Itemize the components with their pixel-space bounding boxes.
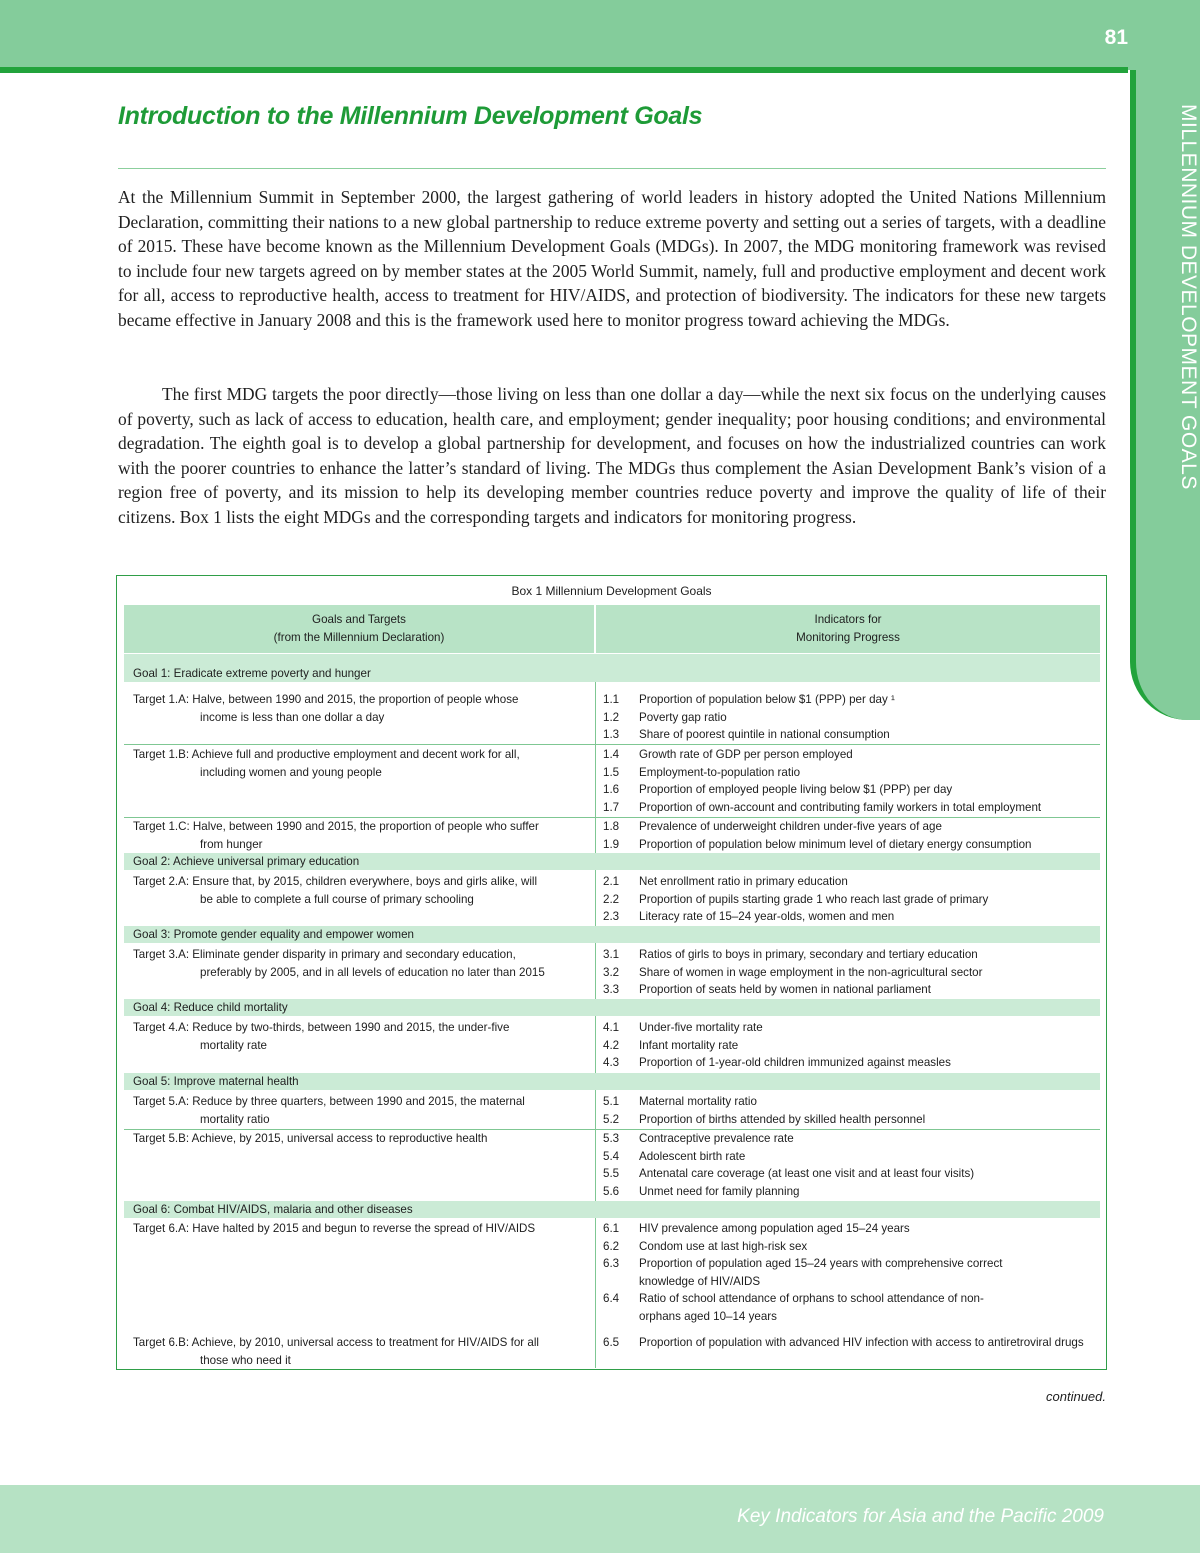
title-divider: [118, 168, 1106, 169]
target-6b-cont: those who need it: [200, 1353, 291, 1367]
target-1a: [133, 691, 591, 726]
indicator-row: [603, 1290, 1093, 1325]
indicator-text: Unmet need for family planning: [639, 1184, 800, 1198]
target-6a: [133, 1220, 591, 1238]
indicators-6a: [603, 1220, 1093, 1325]
column-divider: [595, 1016, 596, 1073]
indicators-5a: [603, 1093, 1093, 1128]
column-header-goals: [124, 605, 594, 653]
indicator-row: [603, 1334, 1093, 1352]
column-header-goals-line1: Goals and Targets: [312, 613, 406, 626]
indicator-text: Proportion of births attended by skilled health personnel: [639, 1112, 926, 1126]
indicator-text: Maternal mortality ratio: [639, 1095, 757, 1108]
target-1b-cont: including women and young people: [200, 765, 382, 779]
indicator-row: [603, 726, 1093, 744]
indicator-number: 5.2: [603, 1112, 620, 1126]
column-divider: [595, 1218, 596, 1368]
target-5a-text: Target 5.A: Reduce by three quarters, between 1990 and 2015, the maternal: [133, 1095, 525, 1108]
indicator-row: [603, 691, 1093, 709]
indicator-number: 1.2: [603, 710, 620, 724]
row-separator: [124, 744, 1100, 745]
indicator-number: 1.1: [603, 693, 620, 706]
indicators-6b: [603, 1334, 1093, 1352]
target-4a-cont: mortality rate: [200, 1038, 268, 1052]
indicator-text: Literacy rate of 15–24 year-olds, women and men: [639, 910, 895, 923]
indicator-row: [603, 799, 1093, 817]
indicator-text: Proportion of seats held by women in national parliament: [639, 983, 931, 996]
target-1b-text: Target 1.B: Achieve full and productive employment and decent work for all,: [133, 748, 520, 761]
box-title: Box 1 Millennium Development Goals: [511, 584, 712, 598]
indicator-number: 5.1: [603, 1095, 620, 1108]
indicator-text: Share of women in wage employment in the non-agricultural sector: [639, 965, 983, 979]
indicator-text: Adolescent birth rate: [639, 1149, 746, 1163]
indicators-1b: [603, 746, 1093, 816]
indicator-number: 1.6: [603, 783, 620, 796]
indicator-row: [603, 1220, 1093, 1238]
indicator-row: [603, 908, 1093, 926]
page-number: 81: [1104, 26, 1128, 49]
indicator-row: [603, 1183, 1093, 1201]
indicator-text: Net enrollment ratio in primary education: [639, 875, 848, 888]
indicator-number: 6.1: [603, 1222, 620, 1235]
indicator-number: 1.3: [603, 728, 620, 741]
indicator-row: [603, 1148, 1093, 1166]
indicator-text: Proportion of population below minimum level of dietary energy consumption: [639, 837, 1032, 851]
indicator-number: 4.3: [603, 1056, 620, 1069]
indicators-1a: [603, 691, 1093, 744]
indicator-text: Infant mortality rate: [639, 1038, 739, 1052]
indicator-number: 4.2: [603, 1038, 620, 1052]
intro-paragraph-1: At the Millennium Summit in September 2000, the largest gathering of world leaders in history adopted the United Nations Millennium Declaration, committing their nations to a new global partnership to reduce extreme poverty and setting out a series of targets, with a deadline of 2015. These have become known as the Millennium Development Goals (MDGs). In 2007, the MDG monitoring framework was revised to include four new targets agreed on by member states at the 2005 World Summit, namely, full and productive employment and decent work for all, access to reproductive health, access to treatment for HIV/AIDS, and protection of biodiversity. The indicators for these new targets became effective in January 2008 and this is the framework used here to monitor progress toward achieving the MDGs.: [118, 187, 1106, 330]
column-header-goals-line2: (from the Millennium Declaration): [273, 631, 445, 644]
column-divider: [595, 943, 596, 999]
target-3a: [133, 946, 591, 981]
indicator-row: [603, 1255, 1093, 1290]
goal-row-6: Goal 6: Combat HIV/AIDS, malaria and other diseases: [124, 1201, 1100, 1218]
indicator-number: 5.4: [603, 1149, 620, 1163]
indicator-text: Proportion of population aged 15–24 years with comprehensive correct knowledge of HIV/AIDS: [639, 1257, 1003, 1288]
indicator-row: [603, 709, 1093, 727]
page-title: Introduction to the Millennium Development Goals: [118, 102, 703, 130]
indicator-text: Growth rate of GDP per person employed: [639, 748, 853, 761]
indicator-text: Proportion of pupils starting grade 1 who reach last grade of primary: [639, 892, 989, 906]
top-header-band: [0, 0, 1200, 70]
indicator-number: 2.3: [603, 910, 620, 923]
indicator-row: [603, 1111, 1093, 1129]
indicator-row: [603, 764, 1093, 782]
continued-note: continued.: [1046, 1389, 1106, 1404]
indicator-text: Proportion of 1-year-old children immunized against measles: [639, 1056, 951, 1069]
indicator-row: [603, 981, 1093, 999]
indicators-1c: [603, 818, 1093, 853]
indicator-text: HIV prevalence among population aged 15–24 years: [639, 1222, 910, 1235]
target-3a-cont: preferably by 2005, and in all levels of education no later than 2015: [200, 965, 545, 979]
indicator-number: 6.4: [603, 1292, 620, 1305]
column-divider: [595, 682, 596, 853]
goal-row-3: Goal 3: Promote gender equality and empower women: [124, 926, 1100, 943]
target-1a-cont: income is less than one dollar a day: [200, 710, 385, 724]
target-5a-cont: mortality ratio: [200, 1112, 270, 1126]
column-header-indicators: [596, 605, 1100, 653]
indicator-row: [603, 1238, 1093, 1256]
column-header-indicators-line2: Monitoring Progress: [796, 631, 900, 644]
indicator-number: 3.3: [603, 983, 620, 996]
indicator-number: 5.5: [603, 1167, 620, 1180]
indicator-number: 1.5: [603, 765, 620, 779]
column-header-indicators-line1: Indicators for: [814, 613, 882, 626]
indicators-4a: [603, 1019, 1093, 1072]
column-divider: [595, 1090, 596, 1201]
footer-publication-title: Key Indicators for Asia and the Pacific 2009: [737, 1506, 1104, 1527]
indicator-number: 3.2: [603, 965, 620, 979]
indicator-number: 5.3: [603, 1132, 620, 1145]
indicator-text: Proportion of population below $1 (PPP) per day ¹: [639, 693, 895, 706]
indicator-number: 3.1: [603, 948, 620, 961]
indicator-text: Employment-to-population ratio: [639, 765, 801, 779]
target-6a-text: Target 6.A: Have halted by 2015 and begun to reverse the spread of HIV/AIDS: [133, 1222, 536, 1235]
indicator-row: [603, 781, 1093, 799]
indicator-text: Prevalence of underweight children under-five years of age: [639, 820, 942, 833]
target-5b: [133, 1130, 591, 1148]
intro-paragraph-2: The first MDG targets the poor directly—those living on less than one dollar a day—while the next six focus on the underlying causes of poverty, such as lack of access to education, health care, and employment; gender inequality; poor housing conditions; and environmental degradation. The eighth goal is to develop a global partnership for development, and focuses on how the industrialized countries can work with the poorer countries to enhance the latter’s standard of living. The MDGs thus complement the Asian Development Bank’s vision of a region free of poverty, and its mission to help its developing member countries reduce poverty and improve the quality of life of their citizens. Box 1 lists the eight MDGs and the corresponding targets and indicators for monitoring progress.: [118, 384, 1106, 527]
top-header-rule: [0, 67, 1128, 73]
indicator-number: 4.1: [603, 1021, 620, 1034]
target-1a-text: Target 1.A: Halve, between 1990 and 2015, the proportion of people whose: [133, 693, 519, 706]
indicator-row: [603, 964, 1093, 982]
indicator-row: [603, 1130, 1093, 1148]
indicator-row: [603, 746, 1093, 764]
target-2a-cont: be able to complete a full course of primary schooling: [200, 892, 474, 906]
target-1c-cont: from hunger: [200, 837, 263, 851]
target-1c: [133, 818, 591, 853]
indicator-text: Contraceptive prevalence rate: [639, 1132, 794, 1145]
indicators-2a: [603, 873, 1093, 926]
indicator-text: Proportion of population with advanced HIV infection with access to antiretroviral drugs: [639, 1336, 1084, 1349]
goal-row-4: Goal 4: Reduce child mortality: [124, 999, 1100, 1016]
indicator-row: [603, 1037, 1093, 1055]
indicator-row: [603, 946, 1093, 964]
target-4a: [133, 1019, 591, 1054]
indicator-row: [603, 1054, 1093, 1072]
indicators-5b: [603, 1130, 1093, 1200]
indicator-text: Proportion of employed people living below $1 (PPP) per day: [639, 783, 953, 796]
indicators-3a: [603, 946, 1093, 999]
indicator-number: 2.1: [603, 875, 620, 888]
indicator-number: 5.6: [603, 1184, 620, 1198]
indicator-row: [603, 891, 1093, 909]
indicator-row: [603, 1019, 1093, 1037]
indicator-row: [603, 1093, 1093, 1111]
target-4a-text: Target 4.A: Reduce by two-thirds, between 1990 and 2015, the under-five: [133, 1021, 510, 1034]
indicator-number: 1.9: [603, 837, 620, 851]
target-6b-text: Target 6.B: Achieve, by 2010, universal access to treatment for HIV/AIDS for all: [133, 1336, 539, 1349]
mdg-box: [116, 575, 1107, 1370]
indicator-text: Poverty gap ratio: [639, 710, 727, 724]
indicator-number: 6.5: [603, 1336, 620, 1349]
indicator-row: [603, 836, 1093, 854]
indicator-text: Share of poorest quintile in national consumption: [639, 728, 890, 741]
indicator-number: 1.8: [603, 820, 620, 833]
indicator-row: [603, 818, 1093, 836]
goal-row-5: Goal 5: Improve maternal health: [124, 1073, 1100, 1090]
indicator-row: [603, 873, 1093, 891]
target-2a-text: Target 2.A: Ensure that, by 2015, children everywhere, boys and girls alike, will: [133, 875, 538, 888]
indicator-text: Ratios of girls to boys in primary, secondary and tertiary education: [639, 948, 978, 961]
indicator-text: Condom use at last high-risk sex: [639, 1239, 808, 1253]
indicator-number: 1.4: [603, 748, 620, 761]
target-3a-text: Target 3.A: Eliminate gender disparity in primary and secondary education,: [133, 948, 516, 961]
indicator-row: [603, 1165, 1093, 1183]
indicator-text: Ratio of school attendance of orphans to school attendance of non-orphans aged 10–14 years: [639, 1292, 984, 1323]
goal-row-2: Goal 2: Achieve universal primary education: [124, 853, 1100, 870]
target-1b: [133, 746, 591, 781]
indicator-text: Under-five mortality rate: [639, 1021, 763, 1034]
indicator-number: 6.3: [603, 1257, 620, 1270]
indicator-number: 6.2: [603, 1239, 620, 1253]
target-1c-text: Target 1.C: Halve, between 1990 and 2015, the proportion of people who suffer: [133, 820, 539, 833]
indicator-number: 2.2: [603, 892, 620, 906]
side-section-title: MILLENNIUM DEVELOPMENT GOALS: [1177, 104, 1200, 490]
column-divider: [595, 870, 596, 926]
indicator-text: Proportion of own-account and contributing family workers in total employment: [639, 800, 1042, 814]
target-5a: [133, 1093, 591, 1128]
indicator-number: 1.7: [603, 800, 620, 814]
target-2a: [133, 873, 591, 908]
target-5b-text: Target 5.B: Achieve, by 2015, universal access to reproductive health: [133, 1132, 488, 1145]
indicator-text: Antenatal care coverage (at least one visit and at least four visits): [639, 1167, 975, 1180]
goal-row-1: Goal 1: Eradicate extreme poverty and hunger: [124, 654, 1100, 682]
target-6b: [133, 1334, 591, 1369]
